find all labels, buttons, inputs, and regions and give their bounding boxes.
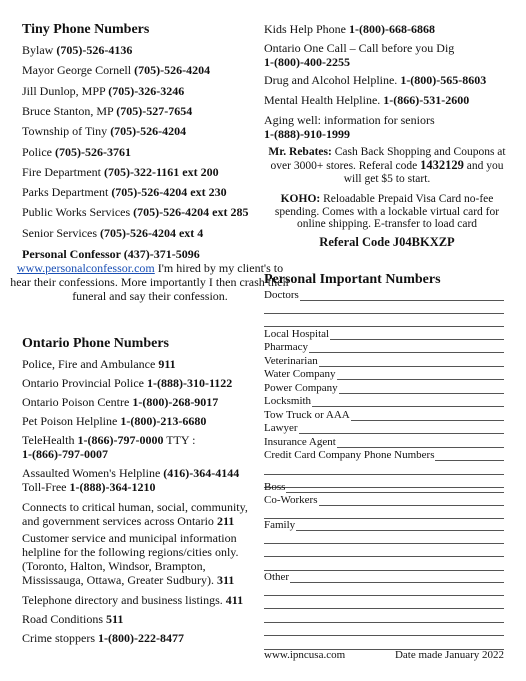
blank-line[interactable] bbox=[264, 623, 504, 637]
tiny-entry-number: (705)-526-3761 bbox=[55, 144, 131, 159]
tiny-entry bbox=[22, 124, 186, 138]
tiny-entry-number: (705)-526-4136 bbox=[56, 43, 133, 57]
tiny-entry bbox=[22, 63, 210, 77]
helpline-drug: Drug and Alcohol Helpline. 1-(800)-565-8603 bbox=[264, 73, 487, 87]
blank-line[interactable] bbox=[264, 530, 504, 544]
rebates-text: Cash Back Shopping and Coupons at over 3000+ stores. Referal code bbox=[270, 146, 506, 172]
contact-field-line[interactable] bbox=[435, 450, 504, 461]
tiny-entry bbox=[22, 104, 192, 118]
rebates-text2: and you will get $5 to start. bbox=[343, 160, 504, 185]
contact-field-label: Water Company bbox=[264, 368, 336, 380]
contact-field-line[interactable] bbox=[312, 396, 504, 407]
tiny-entry-number: (705)-526-4204 bbox=[134, 63, 211, 78]
contact-field-label: Insurance Agent bbox=[264, 435, 336, 448]
rebates-code: 1432129 bbox=[420, 158, 464, 172]
ontario-entry: Ontario Poison Centre 1-(800)-268-9017 bbox=[22, 395, 219, 409]
tiny-entry-label: Public Works Services bbox=[22, 205, 134, 220]
blank-line[interactable] bbox=[264, 596, 504, 610]
contact-field-line[interactable] bbox=[337, 369, 504, 380]
contact-field bbox=[264, 367, 504, 381]
tiny-entry bbox=[22, 226, 203, 240]
tiny-entry-label: Jill Dunlop, MPP bbox=[22, 83, 109, 98]
coworkers-field bbox=[264, 492, 504, 506]
contact-field-label: Lawyer bbox=[264, 422, 298, 434]
contact-field bbox=[264, 448, 504, 462]
contact-field-label: Pharmacy bbox=[264, 341, 308, 353]
tiny-entry-number: (705)-326-3246 bbox=[108, 83, 185, 98]
contact-field-label: Locksmith bbox=[264, 395, 312, 407]
contact-field bbox=[264, 407, 504, 421]
contact-field-line[interactable] bbox=[330, 329, 504, 340]
koho-code: Referal Code J04BKXZP bbox=[319, 234, 455, 249]
ontario-entry: Assaulted Women's Helpline (416)-364-4144 Toll-Free 1-(888)-364-1210 bbox=[22, 466, 240, 494]
ontario-heading: Ontario Phone Numbers bbox=[22, 336, 169, 351]
ontario-entry: Connects to critical human, social, community, and government services across Ontario 211 bbox=[22, 500, 248, 528]
coworkers-label: Co-Workers bbox=[264, 493, 318, 506]
contact-field bbox=[264, 421, 504, 435]
tiny-entry-label: Bruce Stanton, MP bbox=[22, 103, 117, 118]
tiny-entry-label: Bylaw bbox=[22, 43, 57, 57]
boss-line[interactable] bbox=[286, 482, 504, 493]
blank-line[interactable] bbox=[264, 609, 504, 623]
tiny-entry bbox=[22, 185, 227, 199]
contact-field bbox=[264, 353, 504, 367]
tiny-entry-label: Police bbox=[22, 144, 55, 159]
footer bbox=[264, 649, 510, 661]
blank-line[interactable] bbox=[264, 582, 504, 596]
tiny-heading: Tiny Phone Numbers bbox=[22, 22, 150, 37]
boss-label: Boss bbox=[264, 480, 286, 493]
other-field bbox=[264, 569, 504, 583]
contact-field bbox=[264, 380, 504, 394]
contact-fields bbox=[264, 326, 504, 461]
contact-field-line[interactable] bbox=[339, 383, 504, 394]
contact-field bbox=[264, 434, 504, 448]
confessor-title: Personal Confessor (437)-371-5096 bbox=[22, 247, 200, 261]
blank-line[interactable] bbox=[264, 314, 504, 328]
tiny-entry-label: Mayor George Cornell bbox=[22, 63, 135, 78]
tiny-entry-number: (705)-526-4204 ext 285 bbox=[133, 205, 249, 220]
confessor-desc: I'm hired by my client's to hear their confessions. More importantly I then crash their funeral and say their confession. bbox=[10, 261, 290, 303]
helpline-mental: Mental Health Helpline. 1-(866)-531-2600 bbox=[264, 93, 470, 107]
tiny-entry bbox=[22, 43, 132, 57]
koho-title: KOHO: bbox=[280, 193, 321, 205]
tiny-entry bbox=[22, 165, 219, 179]
tiny-entry bbox=[22, 84, 184, 98]
helpline-kids: Kids Help Phone 1-(800)-668-6868 bbox=[264, 22, 435, 36]
personal-heading: Personal Important Numbers bbox=[264, 272, 441, 287]
helpline-one-call: Ontario One Call – Call before you Dig 1-(800)-400-2255 bbox=[264, 41, 455, 69]
ontario-entry: Police, Fire and Ambulance 911 bbox=[22, 357, 176, 371]
tiny-entry-number: (705)-526-4204 ext 4 bbox=[99, 225, 204, 240]
contact-field-line[interactable] bbox=[337, 437, 504, 448]
family-field bbox=[264, 517, 504, 531]
koho-text: Reloadable Prepaid Visa Card no-fee spending. Comes with a lockable virtual card for online shipping. E-transfer to load card bbox=[274, 193, 500, 230]
contact-field-label: Veterinarian bbox=[264, 354, 318, 367]
koho-block bbox=[264, 193, 510, 248]
coworkers-line[interactable] bbox=[319, 495, 505, 506]
blank-line[interactable] bbox=[264, 300, 504, 314]
helpline-aging: Aging well: information for seniors 1-(888)-910-1999 bbox=[264, 113, 435, 141]
other-label: Other bbox=[264, 570, 290, 583]
ontario-entry: Road Conditions 511 bbox=[22, 612, 124, 626]
tiny-entry-number: (705)-527-7654 bbox=[116, 103, 193, 118]
blank-line[interactable] bbox=[264, 636, 504, 650]
tiny-entry-number: (705)-526-4204 bbox=[110, 124, 187, 139]
tiny-entry-label: Senior Services bbox=[22, 225, 100, 240]
doctors-line[interactable] bbox=[300, 290, 504, 301]
tiny-entry-label: Township of Tiny bbox=[22, 124, 111, 139]
contact-field-label: Credit Card Company Phone Numbers bbox=[264, 449, 435, 461]
ontario-entry: Telephone directory and business listings. 411 bbox=[22, 593, 244, 607]
contact-field-line[interactable] bbox=[319, 356, 504, 367]
ontario-entry: Ontario Provincial Police 1-(888)-310-1122 bbox=[22, 376, 233, 390]
other-line[interactable] bbox=[290, 572, 504, 583]
confessor-text bbox=[10, 261, 290, 303]
family-label: Family bbox=[264, 518, 296, 531]
doctors-label: Doctors bbox=[264, 288, 299, 301]
contact-field-line[interactable] bbox=[299, 423, 504, 434]
contact-field-label: Power Company bbox=[264, 381, 338, 394]
other-blank-lines bbox=[264, 582, 504, 650]
footer-website[interactable]: www.ipncusa.com bbox=[264, 649, 346, 661]
tiny-entry bbox=[22, 145, 131, 159]
rebates-title: Mr. Rebates: bbox=[268, 146, 332, 158]
tiny-entry-number: (705)-322-1161 ext 200 bbox=[103, 164, 219, 179]
contact-field-line[interactable] bbox=[309, 342, 504, 353]
doctors-blank-lines bbox=[264, 300, 504, 327]
ontario-entry: Pet Poison Helpline 1-(800)-213-6680 bbox=[22, 414, 207, 428]
contact-field-label: Local Hospital bbox=[264, 327, 330, 340]
contact-field-line[interactable] bbox=[351, 410, 504, 421]
ontario-entry: Crime stoppers 1-(800)-222-8477 bbox=[22, 631, 184, 645]
contact-field bbox=[264, 340, 504, 354]
doctors-field bbox=[264, 287, 504, 301]
contact-field bbox=[264, 326, 504, 340]
contact-field bbox=[264, 394, 504, 408]
ontario-entry: Customer service and municipal information helpline for the following regions/cities only. (Toronto, Halton, Windsor, Brampton, Mississauga, Ottawa, Greater Sudbury). 311 bbox=[22, 531, 239, 587]
confessor-link[interactable]: www.personalconfessor.com bbox=[16, 261, 155, 275]
blank-line[interactable] bbox=[264, 544, 504, 558]
boss-field bbox=[264, 479, 504, 493]
tiny-entry-number: (705)-526-4204 ext 230 bbox=[111, 185, 227, 200]
tiny-entry-label: Parks Department bbox=[22, 185, 112, 200]
family-line[interactable] bbox=[296, 520, 504, 531]
footer-date: Date made January 2022 bbox=[394, 649, 504, 661]
tiny-entry-label: Fire Department bbox=[22, 164, 104, 179]
rebates-block bbox=[264, 146, 510, 186]
family-blank-lines bbox=[264, 530, 504, 571]
contact-field-label: Tow Truck or AAA bbox=[264, 408, 350, 421]
ontario-entry: TeleHealth 1-(866)-797-0000 TTY : 1-(866)-797-0007 bbox=[22, 433, 196, 461]
blank-line[interactable] bbox=[264, 461, 504, 475]
tiny-entry bbox=[22, 205, 248, 219]
